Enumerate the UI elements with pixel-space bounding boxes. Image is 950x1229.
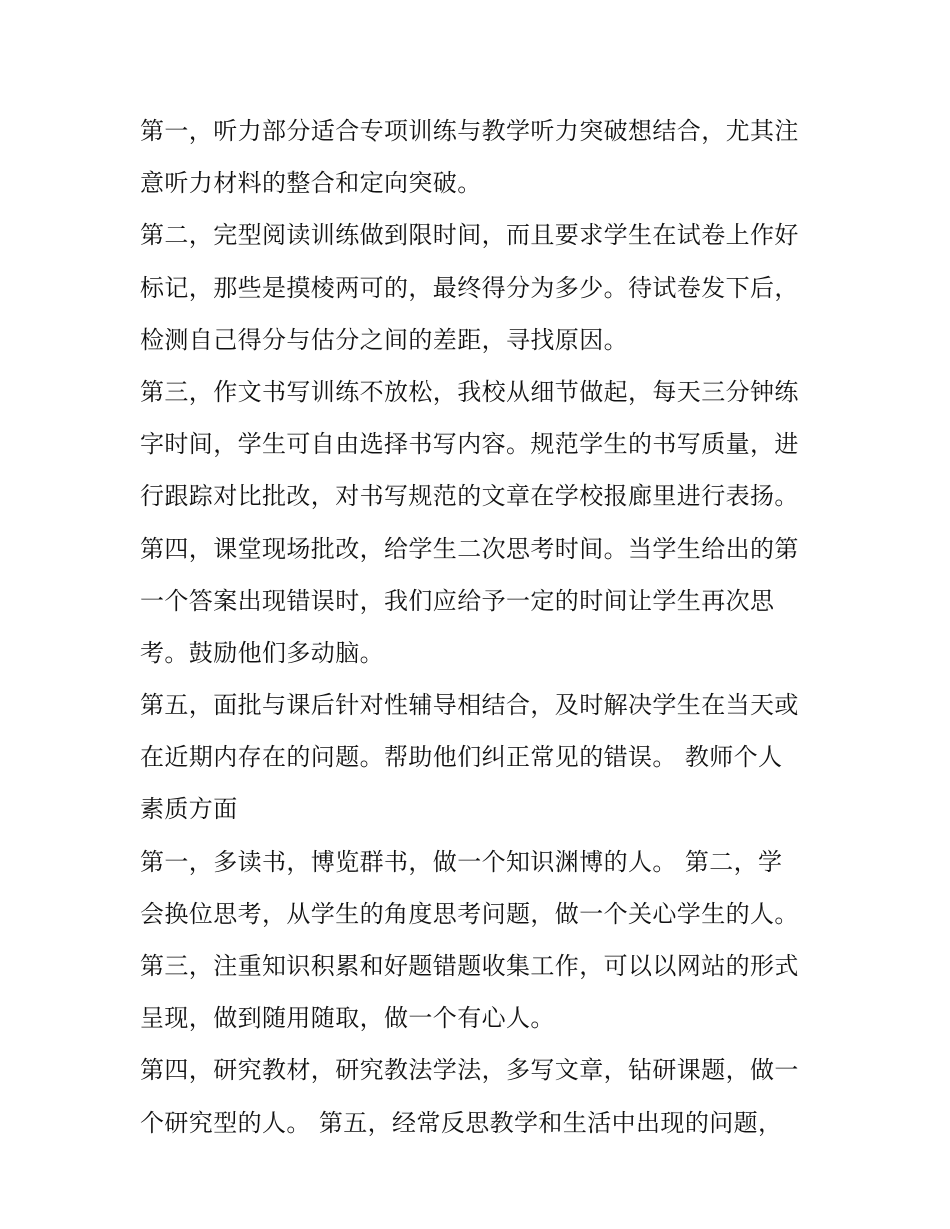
text-line: 第五，面批与课后针对性辅导相结合，及时解决学生在当天或 — [140, 691, 799, 720]
text-line: 行跟踪对比批改，对书写规范的文章在学校报廊里进行表扬。 — [140, 482, 799, 511]
text-line: 意听力材料的整合和定向突破。 — [140, 169, 482, 198]
text-line: 第四，研究教材，研究教法学法，多写文章，钻研课题，做一 — [140, 1056, 799, 1085]
text-line: 会换位思考，从学生的角度思考问题，做一个关心学生的人。 — [140, 899, 799, 928]
text-line: 第一，多读书，博览群书，做一个知识渊博的人。 第二，学 — [140, 847, 783, 876]
text-line: 个研究型的人。 第五，经常反思教学和生活中出现的问题， — [140, 1108, 783, 1137]
text-line: 第三，作文书写训练不放松，我校从细节做起，每天三分钟练 — [140, 377, 799, 406]
body-text — [140, 105, 820, 1149]
text-line: 字时间，学生可自由选择书写内容。规范学生的书写质量，进 — [140, 430, 799, 459]
text-line: 第四，课堂现场批改，给学生二次思考时间。当学生给出的第 — [140, 534, 799, 563]
section-heading-line: 素质方面 — [140, 795, 238, 824]
text-line: 第二，完型阅读训练做到限时间，而且要求学生在试卷上作好 — [140, 221, 799, 250]
text-line: 第一，听力部分适合专项训练与教学听力突破想结合，尤其注 — [140, 117, 799, 145]
text-line: 呈现，做到随用随取，做一个有心人。 — [140, 1004, 555, 1033]
text-line: 考。鼓励他们多动脑。 — [140, 638, 384, 667]
text-line: 第三，注重知识积累和好题错题收集工作，可以以网站的形式 — [140, 952, 799, 980]
text-line: 检测自己得分与估分之间的差距，寻找原因。 — [140, 325, 628, 354]
text-line: 在近期内存在的问题。帮助他们纠正常见的错误。 教师个人 — [140, 743, 783, 772]
text-line: 一个答案出现错误时，我们应给予一定的时间让学生再次思 — [140, 586, 775, 615]
text-line: 标记，那些是摸棱两可的，最终得分为多少。待试卷发下后， — [140, 273, 799, 302]
